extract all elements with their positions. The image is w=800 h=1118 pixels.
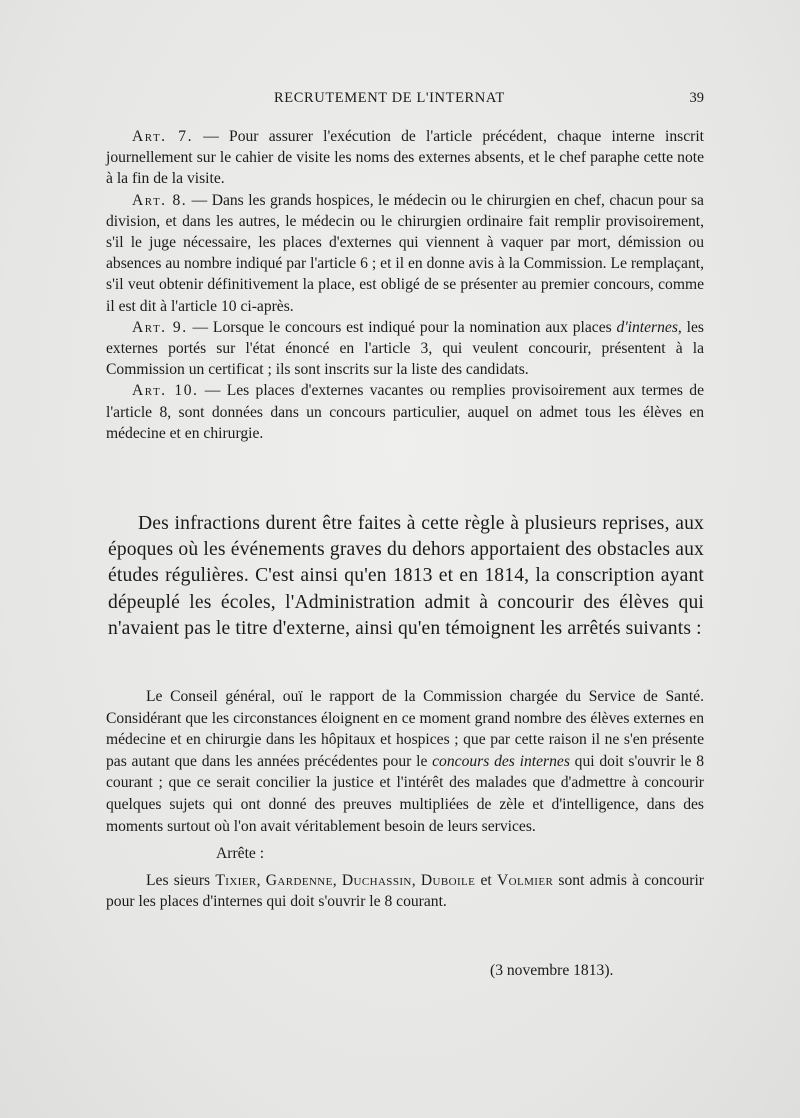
commentary-section (108, 511, 704, 642)
article-text-continued: , les externes portés sur l'état énoncé en l'article 3, qui veulent concourir, présentent à la Commission un certificat ; ils sont inscrits sur la liste des candidats. (106, 318, 704, 379)
decree-preamble-text: Le Conseil général, ouï le rapport de la Commission chargée du Service de Santé. Considérant que les circonstances éloignent en ce moment grand nombre des élèves externes en médecine et en chirurgie dans les hôpitaux et hospices ; que par cette raison il ne s'en présente pas autant que dans les années précédentes pour le (106, 688, 704, 770)
granted-suffix: sont admis à concourir pour les places d'internes qui doit s'ouvrir le 8 courant. (106, 871, 704, 911)
running-title: RECRUTEMENT DE L'INTERNAT (274, 90, 505, 106)
name-separator-and: et (475, 871, 497, 889)
decree-italic-term: concours des internes (432, 752, 570, 770)
decree-arrete: Arrête : (216, 845, 265, 863)
article-text: — Pour assurer l'exécution de l'article précédent, chaque interne inscrit journellement sur le cahier de visite les noms des externes absents, et le chef paraphe cette note à la fin de la visite. (106, 128, 704, 188)
decree-date: (3 novembre 1813). (490, 962, 614, 979)
article-7 (106, 126, 704, 190)
article-text: — Dans les grands hospices, le médecin ou le chirurgien en chef, chacun pour sa division, et dans les autres, le médecin ou le chirurgien ordinaire fait remplir provisoirement, s'il le juge nécessaire, les places d'externes qui viennent à vaquer par mort, démission ou absences au nombre indiqué par l'article 6 ; et il en donne avis à la Commission. Le remplaçant, s'il veut obtenir définitivement la place, est obligé de se présenter au premier concours, comme il est dit à l'article 10 ci-après. (106, 191, 704, 315)
decree-preamble-text-continued: qui doit s'ouvrir le 8 courant ; que ce serait concilier la justice et l'intérêt des malades que d'admettre à concourir quelques sujets qui ont donné des preuves multipliées de zèle et d'intelligence, dans des moments surtout où l'on avait véritablement besoin de leurs services. (106, 752, 704, 835)
article-8 (106, 190, 704, 317)
name-duchassin: Duchassin (341, 871, 412, 889)
article-9 (106, 317, 704, 381)
decree-preamble (106, 686, 704, 837)
granted-prefix: Les sieurs (146, 871, 216, 889)
decree-section (106, 686, 704, 913)
article-label: Art. 7. (132, 128, 193, 145)
name-tixier: Tixier (215, 871, 257, 889)
article-text: — Les places d'externes vacantes ou remplies provisoirement aux termes de l'article 8, sont données dans un concours particulier, auquel on admet tous les élèves en médecine et en chirurgie. (106, 382, 704, 442)
articles-section (106, 126, 704, 444)
name-separator: , (411, 871, 421, 889)
name-separator: , (256, 871, 266, 889)
name-duboile: Duboile (420, 871, 476, 889)
name-volmier: Volmier (496, 871, 554, 889)
article-label: Art. 9. (132, 318, 188, 336)
name-separator: , (332, 871, 342, 889)
name-gardenne: Gardenne (265, 871, 333, 889)
article-text: — Lorsque le concours est indiqué pour la nomination aux places (192, 318, 617, 336)
decree-granted (106, 870, 704, 913)
running-head (106, 90, 704, 112)
commentary-paragraph: Des infractions durent être faites à cette règle à plusieurs reprises, aux époques où les événements graves du dehors apportaient des obstacles aux études régulières. C'est ainsi qu'en 1813 et en 1814, la conscription ayant dépeuplé les écoles, l'Administration admit à concourir des élèves qui n'avaient pas le titre d'externe, ainsi qu'en témoignent les arrêtés suivants : (108, 513, 704, 639)
article-10 (106, 380, 704, 444)
article-label: Art. 10. (132, 382, 199, 400)
article-label: Art. 8. (132, 191, 188, 209)
page-number: 39 (689, 90, 704, 106)
article-italic-term: d'internes (616, 318, 678, 336)
